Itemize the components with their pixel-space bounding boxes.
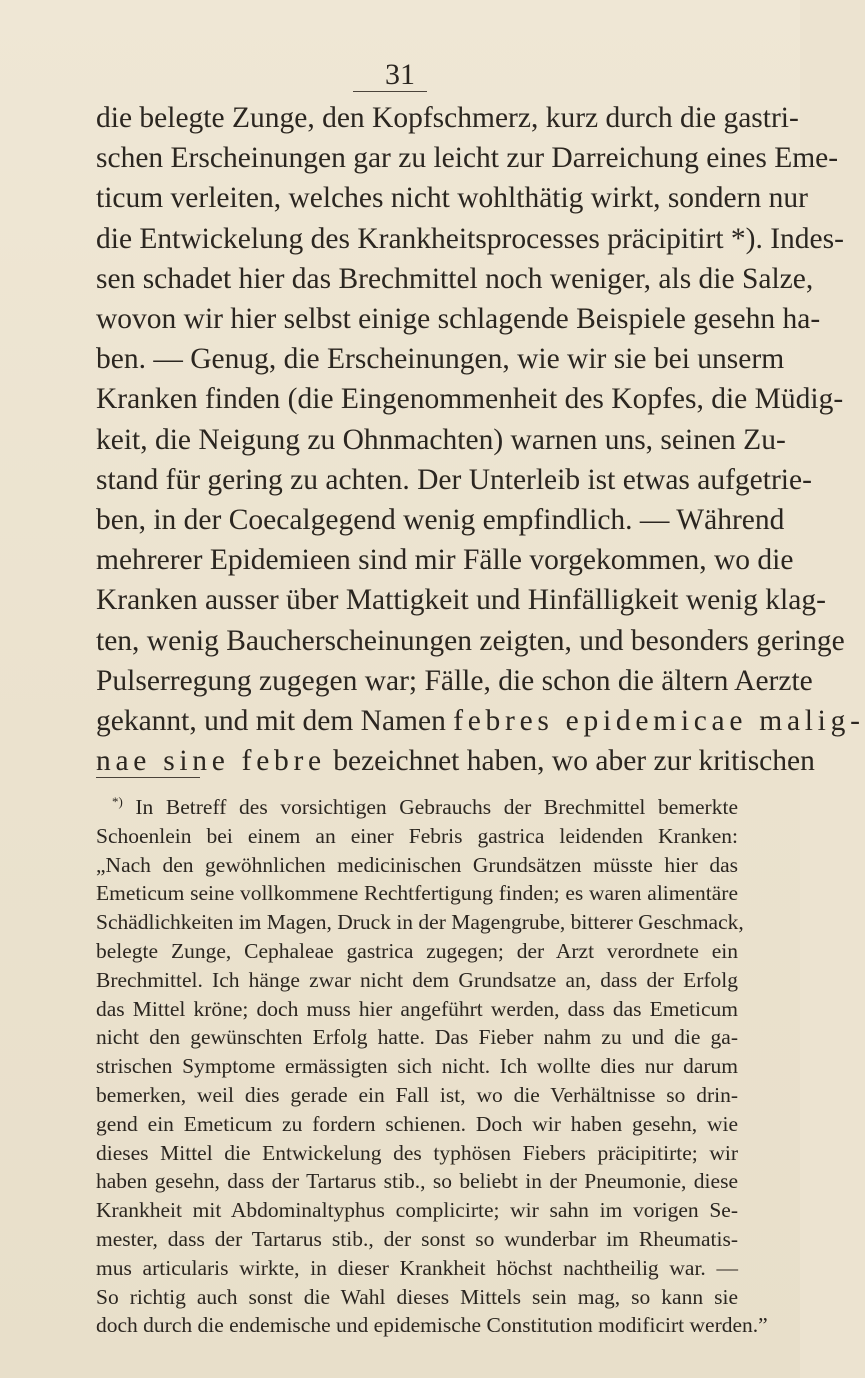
footnote-line: strischen Symptome ermässigten sich nicht. Ich wollte dies nur darum (96, 1054, 738, 1079)
footnote-line: mester, dass der Tartarus stib., der sonst so wunderbar im Rheumatis- (96, 1226, 738, 1251)
text-line: stand für gering zu achten. Der Unterleib ist etwas aufgetrie- (96, 463, 812, 496)
text-line: Pulserregung zugegen war; Fälle, die schon die ältern Aerzte (96, 664, 813, 697)
text-line: ten, wenig Baucherscheinungen zeigten, und besonders geringe (96, 624, 845, 657)
text-line-part: bezeichnet haben, wo aber zur kritischen (325, 745, 815, 778)
footnote-line: das Mittel kröne; doch muss hier angeführt werden, dass das Emeticum (96, 996, 738, 1021)
footnote-line: Brechmittel. Ich hänge zwar nicht dem Grundsatze an, dass der Erfolg (96, 967, 738, 992)
footnote-line: nicht den gewünschten Erfolg hatte. Das Fieber nahm zu und die ga- (96, 1025, 738, 1050)
page-number-underline (353, 91, 427, 92)
spaced-latin-term: febres epidemicae malig- (453, 705, 865, 738)
text-line (96, 701, 865, 741)
spaced-latin-term: nae sine febre (96, 745, 326, 778)
footnote-line: gend ein Emeticum zu fordern schienen. Doch wir haben gesehn, wie (96, 1111, 738, 1136)
text-line (96, 741, 815, 781)
text-line: ticum verleiten, welches nicht wohlthätig wirkt, sondern nur (96, 182, 808, 215)
footnote-line: Krankheit mit Abdominaltyphus complicirte; wir sahn im vorigen Se- (96, 1198, 738, 1223)
footnote-line: So richtig auch sonst die Wahl dieses Mittels sein mag, so kann sie (96, 1284, 738, 1309)
footnote (96, 793, 768, 1340)
text-line: ben. — Genug, die Erscheinungen, wie wir sie bei unserm (96, 343, 785, 376)
text-line: sen schadet hier das Brechmittel noch weniger, als die Salze, (96, 262, 814, 295)
footnote-line: „Nach den gewöhnlichen medicinischen Grundsätzen müsste hier das (96, 852, 738, 877)
text-line: die Entwickelung des Krankheitsprocesses präcipitirt *). Indes- (96, 222, 844, 255)
text-line: schen Erscheinungen gar zu leicht zur Darreichung eines Eme- (96, 142, 839, 175)
footnote-line: belegte Zunge, Cephaleae gastrica zugegen; der Arzt verordnete ein (96, 938, 738, 963)
main-text (96, 98, 865, 781)
text-line: mehrerer Epidemieen sind mir Fälle vorgekommen, wo die (96, 544, 794, 577)
footnote-line: doch durch die endemische und epidemische Constitution modificirt werden.” (96, 1313, 768, 1338)
footnote-line-text: In Betreff des vorsichtigen Gebrauchs der Brechmittel bemerkte (122, 795, 738, 819)
footnote-line: Schädlichkeiten im Magen, Druck in der Magengrube, bitterer Geschmack, (96, 910, 744, 935)
footnote-line: bemerken, weil dies gerade ein Fall ist, wo die Verhältnisse so drin- (96, 1082, 738, 1107)
text-line: Kranken ausser über Mattigkeit und Hinfälligkeit wenig klag- (96, 584, 826, 617)
footnote-line: mus articularis wirkte, in dieser Krankheit höchst nachtheilig war. — (96, 1255, 738, 1280)
page-number: 31 (385, 58, 415, 91)
footnote-line: Schoenlein bei einem an einer Febris gastrica leidenden Kranken: (96, 823, 738, 848)
footnote-separator (96, 777, 200, 778)
text-line: Kranken finden (die Eingenommenheit des Kopfes, die Müdig- (96, 383, 844, 416)
footnote-marker: *) (112, 794, 123, 809)
footnote-line (96, 793, 738, 822)
footnote-line: haben gesehn, dass der Tartarus stib., so beliebt in der Pneumonie, diese (96, 1169, 738, 1194)
footnote-line: Emeticum seine vollkommene Rechtfertigung finden; es waren alimentäre (96, 881, 738, 906)
text-line: die belegte Zunge, den Kopfschmerz, kurz durch die gastri- (96, 102, 799, 134)
text-line: ben, in der Coecalgegend wenig empfindlich. — Während (96, 504, 785, 537)
text-line: wovon wir hier selbst einige schlagende Beispiele gesehn ha- (96, 303, 821, 336)
footnote-line: dieses Mittel die Entwickelung des typhösen Fiebers präcipitirte; wir (96, 1140, 738, 1165)
text-line: keit, die Neigung zu Ohnmachten) warnen uns, seinen Zu- (96, 423, 786, 456)
text-line-part: gekannt, und mit dem Namen (96, 705, 454, 738)
